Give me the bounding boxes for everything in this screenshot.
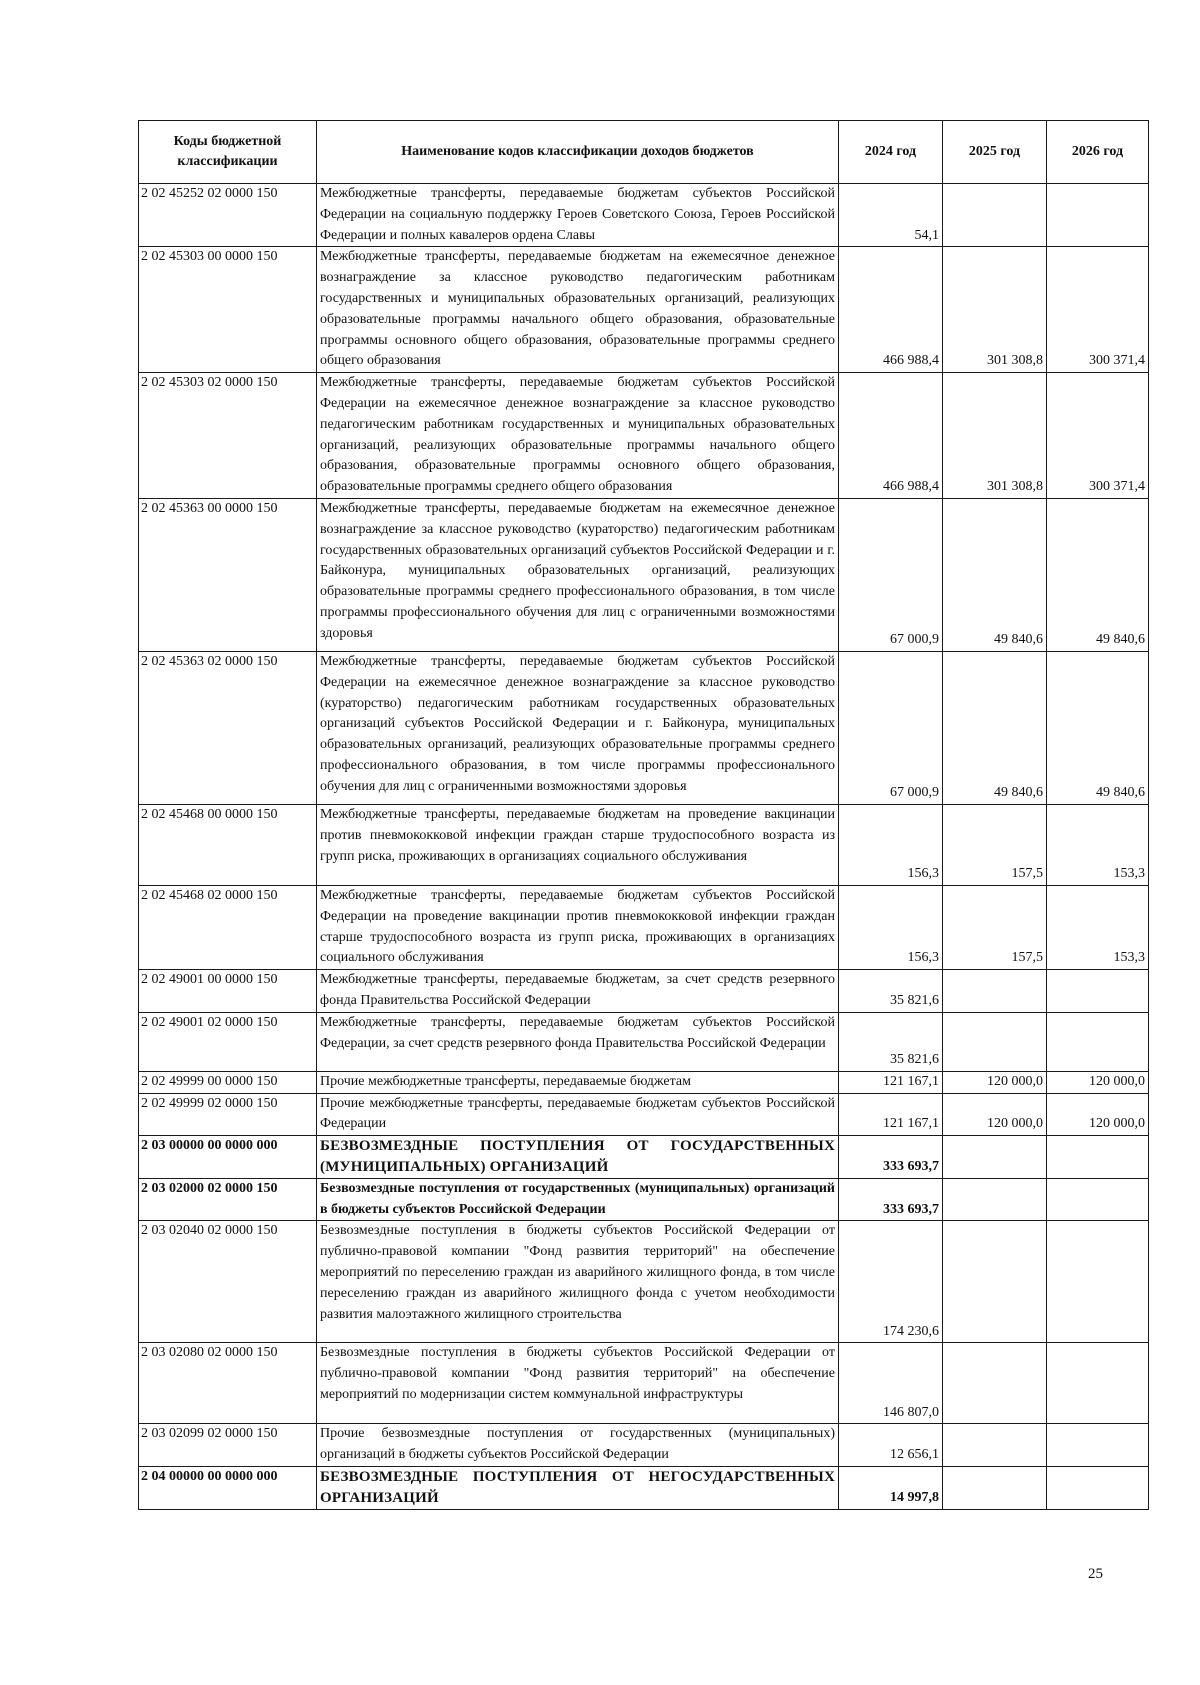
name-cell: Межбюджетные трансферты, передаваемые бюджетам на проведение вакцинации против пневмококковой инфекции граждан старше трудоспособного возраста из групп риска, проживающих в организациях социального обслуживания: [317, 804, 839, 885]
table-row: [139, 1343, 1149, 1424]
value-2026-cell: 49 840,6: [1047, 498, 1149, 651]
value-2026-cell: 49 840,6: [1047, 651, 1149, 804]
table-header-row: [139, 121, 1149, 184]
value-2025-cell: [943, 1343, 1047, 1424]
value-2024-cell: 35 821,6: [839, 970, 943, 1013]
table-row: [139, 247, 1149, 373]
name-cell: Прочие межбюджетные трансферты, передаваемые бюджетам субъектов Российской Федерации: [317, 1093, 839, 1136]
value-2024-cell: 333 693,7: [839, 1178, 943, 1221]
table-row: [139, 970, 1149, 1013]
value-2024-cell: 14 997,8: [839, 1466, 943, 1509]
value-2024-cell: 466 988,4: [839, 373, 943, 499]
code-cell: 2 03 02000 02 0000 150: [139, 1178, 317, 1221]
value-2024-cell: 54,1: [839, 184, 943, 247]
header-2024: 2024 год: [839, 121, 943, 184]
value-2024-cell: 12 656,1: [839, 1424, 943, 1467]
code-cell: 2 03 02080 02 0000 150: [139, 1343, 317, 1424]
value-2025-cell: 301 308,8: [943, 247, 1047, 373]
value-2024-cell: 67 000,9: [839, 651, 943, 804]
name-cell: БЕЗВОЗМЕЗДНЫЕ ПОСТУПЛЕНИЯ ОТ ГОСУДАРСТВЕННЫХ (МУНИЦИПАЛЬНЫХ) ОРГАНИЗАЦИЙ: [317, 1136, 839, 1179]
value-2025-cell: 301 308,8: [943, 373, 1047, 499]
code-cell: 2 03 00000 00 0000 000: [139, 1136, 317, 1179]
value-2026-cell: 120 000,0: [1047, 1093, 1149, 1136]
value-2026-cell: 153,3: [1047, 804, 1149, 885]
value-2025-cell: [943, 1012, 1047, 1071]
value-2026-cell: [1047, 1012, 1149, 1071]
value-2026-cell: 120 000,0: [1047, 1071, 1149, 1093]
table-row: [139, 498, 1149, 651]
name-cell: Межбюджетные трансферты, передаваемые бюджетам субъектов Российской Федерации на ежемесячное денежное вознаграждение за классное руководство (кураторство) педагогическим работникам государственных образовательных организаций субъектов Российской Федерации и г. Байконура, муниципальных образовательных организаций, реализующих образовательные программы среднего профессионального образования, в том числе программы профессионального обучения для лиц с ограниченными возможностями здоровья: [317, 651, 839, 804]
code-cell: 2 02 49999 02 0000 150: [139, 1093, 317, 1136]
value-2026-cell: [1047, 1466, 1149, 1509]
table-row: [139, 1071, 1149, 1093]
table-row: [139, 1424, 1149, 1467]
name-cell: Межбюджетные трансферты, передаваемые бюджетам на ежемесячное денежное вознаграждение за классное руководство (кураторство) педагогическим работникам государственных образовательных организаций субъектов Российской Федерации и г. Байконура, муниципальных образовательных организаций, реализующих образовательные программы среднего профессионального образования, в том числе программы профессионального обучения для лиц с ограниченными возможностями здоровья: [317, 498, 839, 651]
code-cell: 2 03 02099 02 0000 150: [139, 1424, 317, 1467]
value-2025-cell: 49 840,6: [943, 651, 1047, 804]
code-cell: 2 02 45303 02 0000 150: [139, 373, 317, 499]
name-cell: Прочие безвозмездные поступления от государственных (муниципальных) организаций в бюджеты субъектов Российской Федерации: [317, 1424, 839, 1467]
table-row: [139, 885, 1149, 969]
name-cell: БЕЗВОЗМЕЗДНЫЕ ПОСТУПЛЕНИЯ ОТ НЕГОСУДАРСТВЕННЫХ ОРГАНИЗАЦИЙ: [317, 1466, 839, 1509]
value-2026-cell: 300 371,4: [1047, 247, 1149, 373]
header-code: Коды бюджетной классификации: [139, 121, 317, 184]
value-2025-cell: [943, 1466, 1047, 1509]
value-2026-cell: [1047, 184, 1149, 247]
value-2026-cell: [1047, 1136, 1149, 1179]
value-2024-cell: 121 167,1: [839, 1071, 943, 1093]
code-cell: 2 02 45468 00 0000 150: [139, 804, 317, 885]
table-row: [139, 1466, 1149, 1509]
table-row: [139, 373, 1149, 499]
value-2025-cell: [943, 1178, 1047, 1221]
code-cell: 2 03 02040 02 0000 150: [139, 1221, 317, 1343]
table-body: [139, 184, 1149, 1510]
table-row: [139, 1178, 1149, 1221]
value-2025-cell: 120 000,0: [943, 1093, 1047, 1136]
value-2026-cell: [1047, 1221, 1149, 1343]
name-cell: Межбюджетные трансферты, передаваемые бюджетам субъектов Российской Федерации на ежемесячное денежное вознаграждение за классное руководство педагогическим работникам государственных и муниципальных образовательных организаций, реализующих образовательные программы начального общего образования, образовательные программы основного общего образования, образовательные программы среднего общего образования: [317, 373, 839, 499]
budget-revenue-table: [138, 120, 1149, 1510]
code-cell: 2 02 45363 02 0000 150: [139, 651, 317, 804]
name-cell: Безвозмездные поступления от государственных (муниципальных) организаций в бюджеты субъектов Российской Федерации: [317, 1178, 839, 1221]
value-2025-cell: 157,5: [943, 885, 1047, 969]
value-2024-cell: 333 693,7: [839, 1136, 943, 1179]
value-2025-cell: 157,5: [943, 804, 1047, 885]
value-2026-cell: [1047, 1178, 1149, 1221]
code-cell: 2 02 49001 02 0000 150: [139, 1012, 317, 1071]
value-2024-cell: 67 000,9: [839, 498, 943, 651]
value-2025-cell: [943, 1424, 1047, 1467]
value-2026-cell: [1047, 1343, 1149, 1424]
header-2025: 2025 год: [943, 121, 1047, 184]
table-row: [139, 804, 1149, 885]
value-2024-cell: 174 230,6: [839, 1221, 943, 1343]
value-2025-cell: [943, 1221, 1047, 1343]
code-cell: 2 04 00000 00 0000 000: [139, 1466, 317, 1509]
value-2024-cell: 156,3: [839, 885, 943, 969]
header-2026: 2026 год: [1047, 121, 1149, 184]
name-cell: Безвозмездные поступления в бюджеты субъектов Российской Федерации от публично-правовой компании "Фонд развития территорий" на обеспечение мероприятий по переселению граждан из аварийного жилищного фонда, в том числе переселению граждан из аварийного жилищного фонда с учетом необходимости развития малоэтажного жилищного строительства: [317, 1221, 839, 1343]
value-2025-cell: [943, 1136, 1047, 1179]
value-2024-cell: 156,3: [839, 804, 943, 885]
name-cell: Прочие межбюджетные трансферты, передаваемые бюджетам: [317, 1071, 839, 1093]
code-cell: 2 02 49001 00 0000 150: [139, 970, 317, 1013]
value-2024-cell: 35 821,6: [839, 1012, 943, 1071]
value-2026-cell: [1047, 970, 1149, 1013]
value-2025-cell: 49 840,6: [943, 498, 1047, 651]
value-2025-cell: 120 000,0: [943, 1071, 1047, 1093]
value-2026-cell: 300 371,4: [1047, 373, 1149, 499]
value-2024-cell: 466 988,4: [839, 247, 943, 373]
header-name: Наименование кодов классификации доходов бюджетов: [317, 121, 839, 184]
name-cell: Межбюджетные трансферты, передаваемые бюджетам субъектов Российской Федерации на проведение вакцинации против пневмококковой инфекции граждан старше трудоспособного возраста из групп риска, проживающих в организациях социального обслуживания: [317, 885, 839, 969]
value-2026-cell: 153,3: [1047, 885, 1149, 969]
code-cell: 2 02 45363 00 0000 150: [139, 498, 317, 651]
value-2025-cell: [943, 184, 1047, 247]
name-cell: Межбюджетные трансферты, передаваемые бюджетам, за счет средств резервного фонда Правительства Российской Федерации: [317, 970, 839, 1013]
value-2024-cell: 146 807,0: [839, 1343, 943, 1424]
code-cell: 2 02 45252 02 0000 150: [139, 184, 317, 247]
value-2026-cell: [1047, 1424, 1149, 1467]
name-cell: Безвозмездные поступления в бюджеты субъектов Российской Федерации от публично-правовой компании "Фонд развития территорий" на обеспечение мероприятий по модернизации систем коммунальной инфраструктуры: [317, 1343, 839, 1424]
table-row: [139, 1136, 1149, 1179]
name-cell: Межбюджетные трансферты, передаваемые бюджетам субъектов Российской Федерации, за счет средств резервного фонда Правительства Российской Федерации: [317, 1012, 839, 1071]
code-cell: 2 02 45468 02 0000 150: [139, 885, 317, 969]
table-row: [139, 651, 1149, 804]
code-cell: 2 02 45303 00 0000 150: [139, 247, 317, 373]
page-number: 25: [1088, 1566, 1103, 1582]
code-cell: 2 02 49999 00 0000 150: [139, 1071, 317, 1093]
table-row: [139, 184, 1149, 247]
value-2024-cell: 121 167,1: [839, 1093, 943, 1136]
table-row: [139, 1093, 1149, 1136]
table-row: [139, 1012, 1149, 1071]
table-row: [139, 1221, 1149, 1343]
name-cell: Межбюджетные трансферты, передаваемые бюджетам субъектов Российской Федерации на социальную поддержку Героев Советского Союза, Героев Российской Федерации и полных кавалеров ордена Славы: [317, 184, 839, 247]
value-2025-cell: [943, 970, 1047, 1013]
name-cell: Межбюджетные трансферты, передаваемые бюджетам на ежемесячное денежное вознаграждение за классное руководство педагогическим работникам государственных и муниципальных образовательных организаций, реализующих образовательные программы начального общего образования, образовательные программы основного общего образования, образовательные программы среднего общего образования: [317, 247, 839, 373]
